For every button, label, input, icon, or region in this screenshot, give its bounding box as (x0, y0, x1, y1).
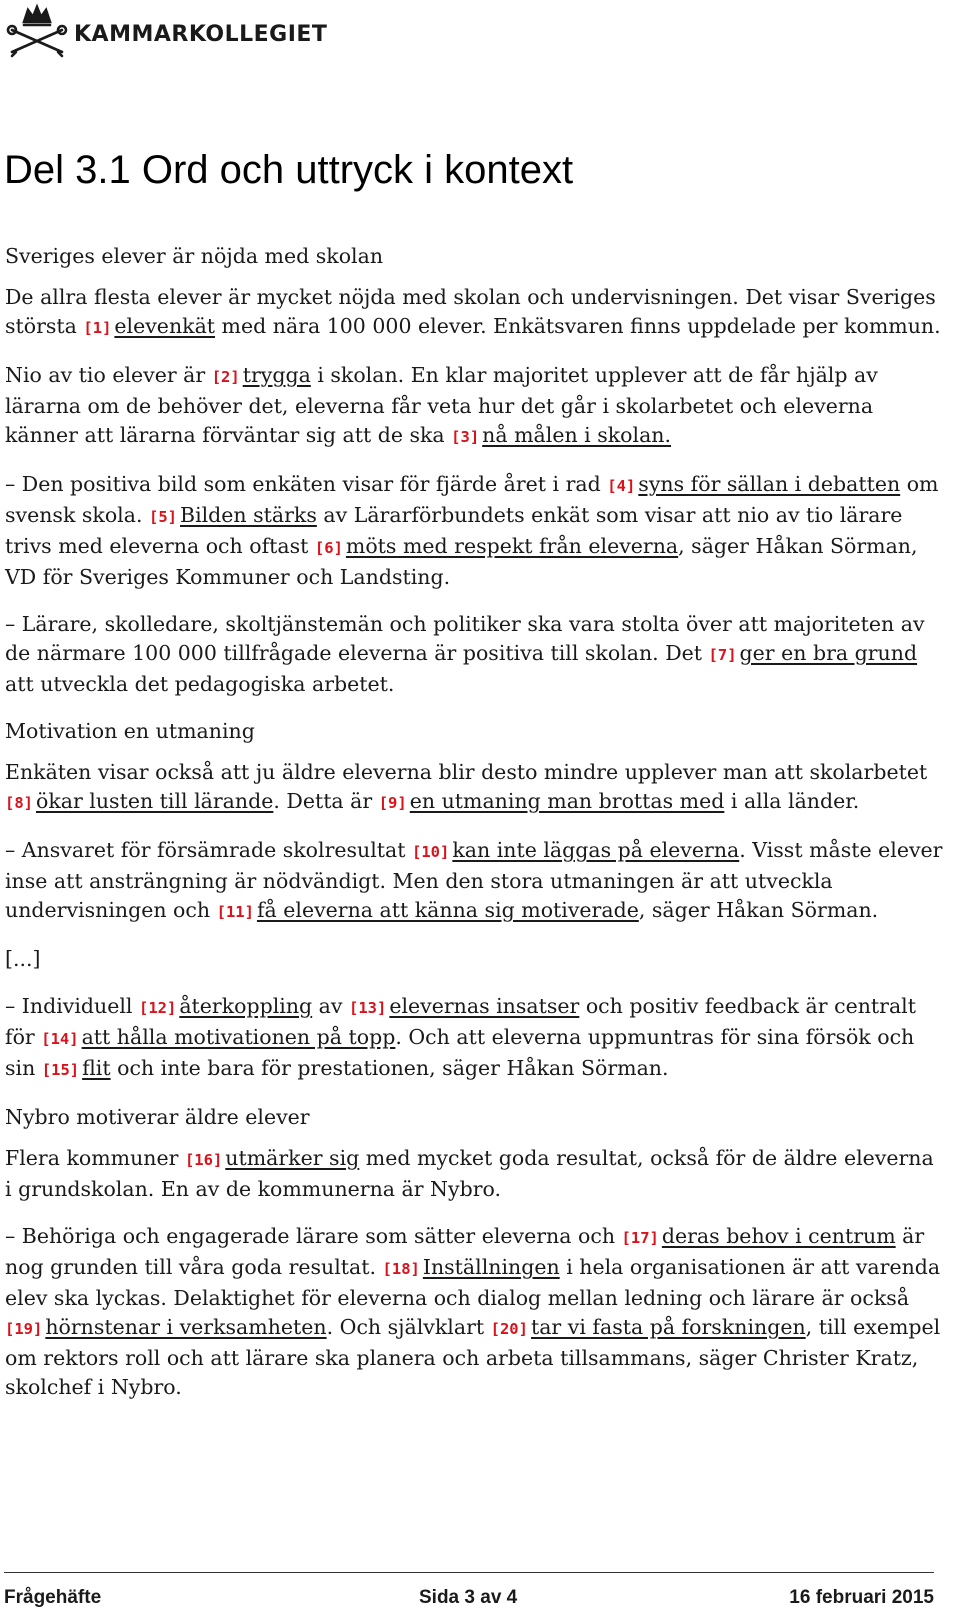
phrase-2: trygga (242, 363, 311, 387)
paragraph-9 (5, 1222, 945, 1402)
phrase-18: Inställningen (422, 1255, 560, 1279)
ellipsis: [...] (5, 947, 41, 971)
marker-8: [8] (5, 794, 33, 812)
marker-5: [5] (149, 508, 177, 526)
marker-14: [14] (41, 1030, 79, 1048)
marker-6: [6] (314, 539, 343, 557)
text: och positiv feedback är centralt för (5, 994, 916, 1049)
phrase-11: få eleverna att känna sig motiverade (256, 898, 639, 922)
text: De allra flesta elever är mycket nöjda med skolan och undervisningen. Det visar Sveriges största (5, 285, 936, 338)
section-title-1: Sveriges elever är nöjda med skolan (5, 244, 384, 268)
marker-20: [20] (490, 1320, 528, 1338)
phrase-20: tar vi fasta på forskningen (530, 1315, 806, 1339)
phrase-19: hörnstenar i verksamheten (45, 1315, 327, 1339)
text: – Den positiva bild som enkäten visar för fjärde året i rad (5, 472, 608, 496)
phrase-4: syns för sällan i debatten (638, 472, 901, 496)
text: med nära 100 000 elever. Enkätsvaren finns uppdelade per kommun. (215, 314, 941, 338)
text: , till exempel om rektors roll och att lärare ska planera och arbeta tillsammans, säger Christer Kratz, skolchef i Nybro. (5, 1315, 941, 1399)
marker-10: [10] (412, 843, 450, 861)
footer-date: 16 februari 2015 (789, 1587, 934, 1608)
text: i alla länder. (724, 789, 860, 813)
paragraph-6 (5, 836, 945, 927)
text: med mycket goda resultat, också för de äldre eleverna i grundskolan. En av de kommunerna är Nybro. (5, 1146, 934, 1201)
text: , säger Håkan Sörman, VD för Sveriges Kommuner och Landsting. (5, 534, 918, 589)
text: . Och att eleverna uppmuntras för sina försök och sin (5, 1025, 915, 1080)
marker-15: [15] (41, 1061, 80, 1079)
marker-16: [16] (184, 1151, 223, 1169)
phrase-17: deras behov i centrum (661, 1224, 896, 1248)
text: och inte bara för prestationen, säger Håkan Sörman. (110, 1056, 669, 1080)
text: , säger Håkan Sörman. (638, 898, 879, 922)
text: om svensk skola. (5, 472, 939, 527)
marker-12: [12] (138, 999, 177, 1017)
logo-text: KAMMARKOLLEGIET (74, 21, 328, 47)
text: – Individuell (5, 994, 139, 1018)
phrase-12: återkoppling (179, 994, 313, 1018)
paragraph-2 (5, 361, 945, 452)
document-body (5, 242, 945, 1420)
marker-11: [11] (216, 903, 254, 921)
text: av Lärarförbundets enkät som visar att nio av tio lärare trivs med eleverna och oftast (5, 503, 903, 558)
paragraph-4 (5, 610, 945, 699)
paragraph-7 (5, 992, 945, 1085)
phrase-10: kan inte läggas på eleverna (452, 838, 740, 862)
text: Flera kommuner (5, 1146, 185, 1170)
crown-keys-icon (4, 2, 70, 58)
marker-19: [19] (5, 1320, 43, 1338)
text: – Behöriga och engagerade lärare som sätter eleverna och (5, 1224, 622, 1248)
text: är nog grunden till våra goda resultat. (5, 1224, 925, 1279)
text: . Och självklart (326, 1315, 491, 1339)
footer-page-number: Sida 3 av 4 (419, 1587, 518, 1608)
phrase-6: möts med respekt från eleverna (345, 534, 679, 558)
text: i skolan. En klar majoritet upplever att de får hjälp av lärarna om de behöver det, eleverna får veta hur det går i skolarbetet och eleverna känner att lärarna förväntar sig att de ska (5, 363, 878, 447)
phrase-13: elevernas insatser (389, 994, 580, 1018)
phrase-1: elevenkät (114, 314, 216, 338)
phrase-14: att hålla motivationen på topp (81, 1025, 396, 1049)
phrase-15: flit (82, 1056, 111, 1080)
page-title: Del 3.1 Ord och uttryck i kontext (4, 148, 574, 192)
text: . Detta är (273, 789, 379, 813)
text: av (312, 994, 349, 1018)
paragraph-8 (5, 1144, 945, 1204)
page-footer (4, 1572, 934, 1610)
text: Nio av tio elever är (5, 363, 212, 387)
marker-18: [18] (382, 1260, 420, 1278)
phrase-3: nå målen i skolan. (482, 423, 672, 447)
logo (4, 2, 327, 58)
marker-1: [1] (83, 319, 112, 337)
marker-7: [7] (708, 646, 737, 664)
phrase-5: Bilden stärks (180, 503, 317, 527)
marker-3: [3] (451, 428, 480, 446)
text: Enkäten visar också att ju äldre eleverna blir desto mindre upplever man att skolarbetet (5, 760, 928, 784)
text: i hela organisationen är att varenda elev ska lyckas. Delaktighet för eleverna och dialog mellan ledning och lärare är också (5, 1255, 941, 1310)
phrase-8: ökar lusten till lärande (36, 789, 274, 813)
marker-13: [13] (349, 999, 387, 1017)
footer-left: Frågehäfte (4, 1587, 102, 1608)
marker-17: [17] (621, 1229, 659, 1247)
phrase-7: ger en bra grund (739, 641, 918, 665)
text: – Lärare, skolledare, skoltjänstemän och politiker ska vara stolta över att majoriteten av de närmare 100 000 tillfrågade eleverna är positiva till skolan. Det (5, 612, 925, 665)
paragraph-5 (5, 758, 945, 818)
paragraph-1 (5, 283, 945, 343)
phrase-16: utmärker sig (225, 1146, 360, 1170)
marker-2: [2] (211, 368, 240, 386)
section-title-3: Nybro motiverar äldre elever (5, 1105, 310, 1129)
marker-4: [4] (607, 477, 636, 495)
text: . Visst måste elever inse att ansträngning är nödvändigt. Men den stora utmaningen är att utveckla undervisningen och (5, 838, 943, 922)
phrase-9: en utmaning man brottas med (409, 789, 725, 813)
text: att utveckla det pedagogiska arbetet. (5, 672, 395, 696)
section-title-2: Motivation en utmaning (5, 719, 255, 743)
text: – Ansvaret för försämrade skolresultat (5, 838, 412, 862)
marker-9: [9] (378, 794, 407, 812)
paragraph-3 (5, 470, 945, 592)
